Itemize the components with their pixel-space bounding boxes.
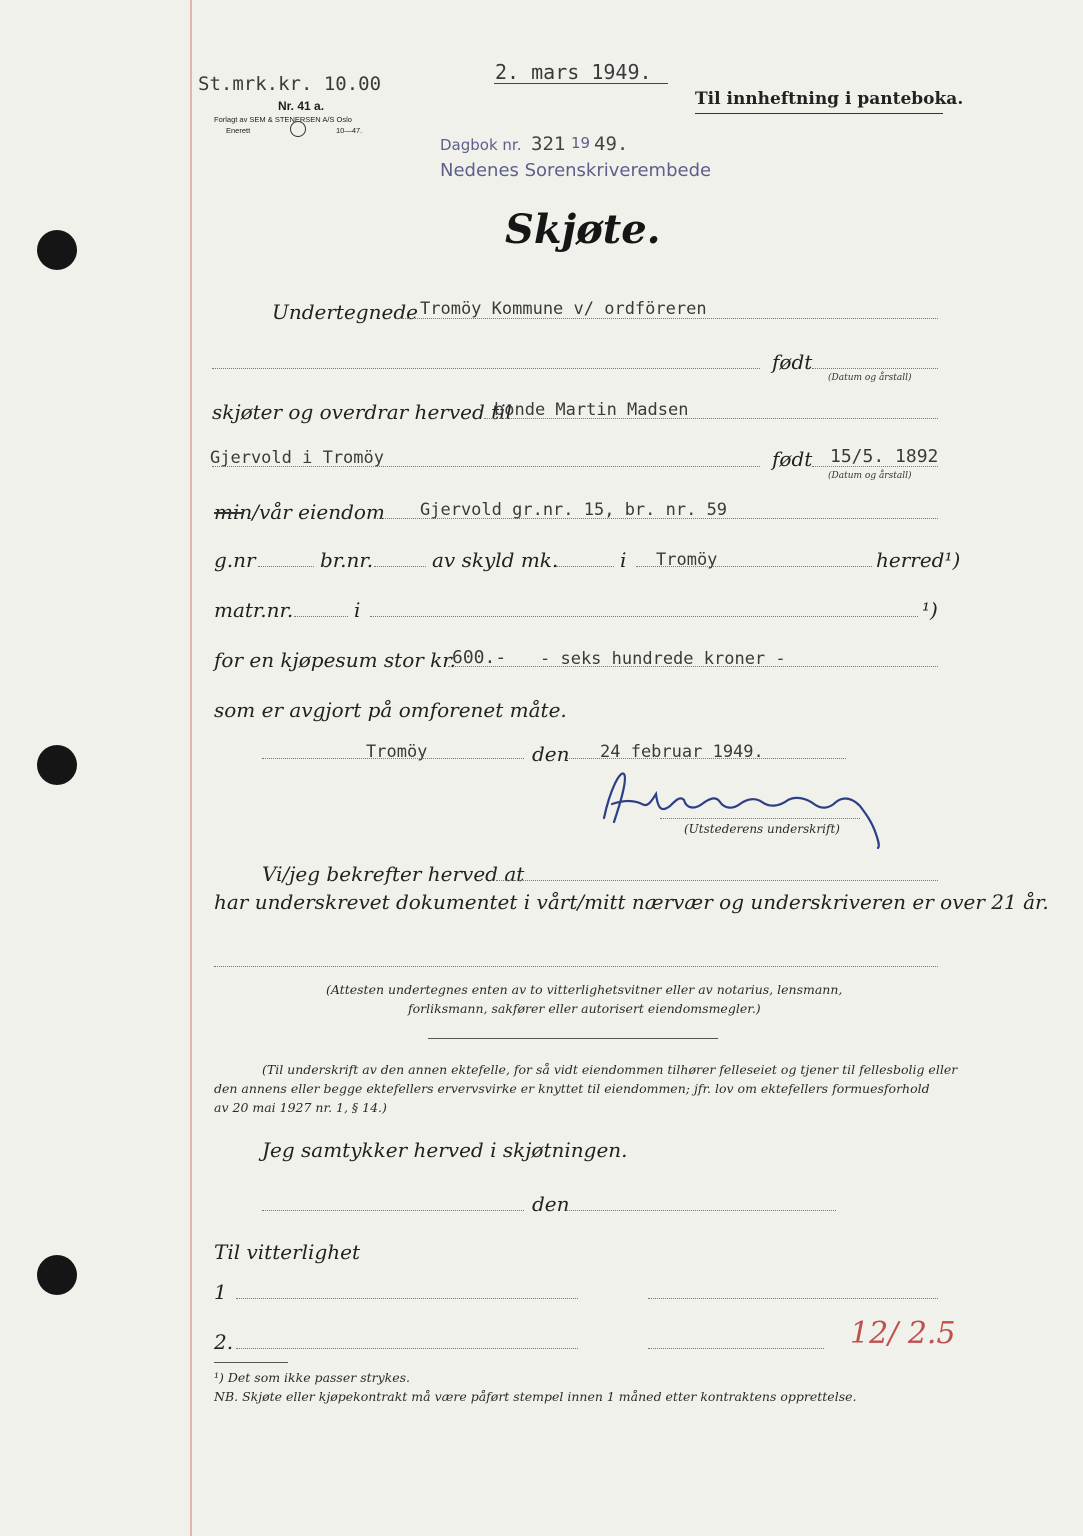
footnote-divider (214, 1362, 288, 1363)
matr-place-line (370, 616, 918, 617)
footnote-mark: ¹) (922, 598, 938, 622)
matr-line (294, 616, 348, 617)
witness-two-label: 2. (214, 1330, 234, 1354)
witness-label: Til vitterlighet (214, 1240, 361, 1264)
punch-hole (37, 230, 77, 270)
purpose-underline (695, 113, 943, 114)
purpose-text: Til innheftning i panteboka. (695, 89, 964, 109)
undersigned-value: Tromöy Kommune v/ ordföreren (420, 299, 707, 319)
property-label: min/vår eiendom (214, 500, 385, 524)
skyld-line (556, 566, 614, 567)
publisher-line: Forlagt av SEM & STENERSEN A/S Oslo (214, 115, 352, 124)
brnr-label: br.nr. (320, 548, 374, 572)
born-label: født (772, 447, 813, 471)
matr-label: matr.nr. (214, 598, 294, 622)
office-stamp: Nedenes Sorenskriverembede (440, 160, 712, 181)
footnote-1: ¹) Det som ikke passer strykes. (214, 1370, 411, 1385)
attestation-note2: forliksmann, sakfører eller autorisert eiendomsmegler.) (408, 1001, 761, 1016)
margin-rule (190, 0, 192, 1536)
place-value: Tromöy (366, 742, 428, 762)
witness-two-line (236, 1348, 578, 1349)
journal-number: 321 (531, 133, 566, 155)
publisher-seal-icon (290, 121, 306, 137)
punch-hole (37, 1255, 77, 1295)
price-value: 600.- (452, 647, 507, 668)
spouse-consent: Jeg samtykker herved i skjøtningen. (262, 1138, 628, 1162)
price-label: for en kjøpesum stor kr. (214, 648, 457, 672)
publisher-date: 10—47. (336, 126, 363, 135)
buyer-address-line (212, 466, 760, 467)
in-label: i (620, 548, 627, 572)
gnr-line (258, 566, 314, 567)
herred-label: herred¹) (876, 548, 961, 572)
spouse-place-line (262, 1210, 524, 1211)
attestation-line1: Vi/jeg bekrefter herved at (262, 862, 525, 886)
transfer-label: skjøter og overdrar herved til (212, 400, 512, 424)
spouse-note3: av 20 mai 1927 nr. 1, § 14.) (214, 1100, 387, 1115)
skyld-label: av skyld mk. (432, 548, 559, 572)
spouse-note1: (Til underskrift av den annen ektefelle, for så vidt eiendommen tilhører felleseiet og tjener til fellesbolig eller (262, 1062, 958, 1077)
spouse-date-label: den (532, 1192, 570, 1216)
undersigned-label: Undertegnede (272, 300, 418, 324)
attestation-line2: har underskrevet dokumentet i vårt/mitt nærvær og underskriveren er over 21 år. (214, 890, 1049, 914)
attestation-signature-line (214, 966, 938, 967)
stamp-duty: St.mrk.kr. 10.00 (198, 73, 382, 95)
spouse-date-line (566, 1210, 836, 1211)
witness-one-line-right (648, 1298, 938, 1299)
margin-note: 12/ 2.5 (850, 1316, 956, 1351)
form-number: Nr. 41 a. (278, 99, 325, 113)
spouse-note2: den annens eller begge ektefellers ervervsvirke er knyttet til eiendommen; jfr. lov om ektefellers formuesforhold (214, 1081, 930, 1096)
date-underline (494, 83, 668, 84)
herred-value: Tromöy (656, 550, 718, 570)
born-line (812, 368, 938, 369)
buyer-address: Gjervold i Tromöy (210, 448, 384, 468)
brnr-line (374, 566, 426, 567)
signature-line (660, 818, 860, 819)
buyer-born-date: 15/5. 1892 (830, 446, 939, 467)
publisher-rights: Enerett (226, 126, 251, 135)
signature-label: (Utstederens underskrift) (684, 822, 840, 836)
footnote-2: NB. Skjøte eller kjøpekontrakt må være påført stempel innen 1 måned etter kontraktens opprettelse. (214, 1389, 857, 1404)
date-place-hint: (Datum og årstall) (828, 471, 912, 481)
strike-min (214, 512, 244, 514)
issuer-signature (590, 760, 900, 850)
property-value: Gjervold gr.nr. 15, br. nr. 59 (420, 500, 728, 520)
section-divider (428, 1038, 718, 1039)
witness-one-line (236, 1298, 578, 1299)
journal-label: Dagbok nr. (440, 136, 522, 154)
name-line (212, 368, 760, 369)
date-label: den (532, 742, 570, 766)
witness-one-label: 1 (214, 1280, 227, 1304)
buyer-born-line (812, 466, 938, 467)
matr-in-label: i (354, 598, 361, 622)
punch-hole (37, 745, 77, 785)
buyer-name: bonde Martin Madsen (494, 400, 689, 420)
journal-year: 49. (594, 133, 629, 155)
witness-two-line-right (648, 1348, 824, 1349)
document-title: Skjøte. (505, 206, 661, 253)
gnr-label: g.nr (214, 548, 256, 572)
journal-year-prefix: 19 (571, 134, 591, 152)
registration-date: 2. mars 1949. (495, 60, 652, 84)
born-label: født (772, 350, 813, 374)
date-place-hint: (Datum og årstall) (828, 373, 912, 383)
settled-text: som er avgjort på omforenet måte. (214, 698, 567, 722)
attestation-name-line (496, 880, 938, 881)
attestation-note: (Attesten undertegnes enten av to vitterlighetsvitner eller av notarius, lensmann, (326, 982, 843, 997)
price-words: - seks hundrede kroner - (540, 649, 786, 669)
date-value: 24 februar 1949. (600, 742, 764, 762)
